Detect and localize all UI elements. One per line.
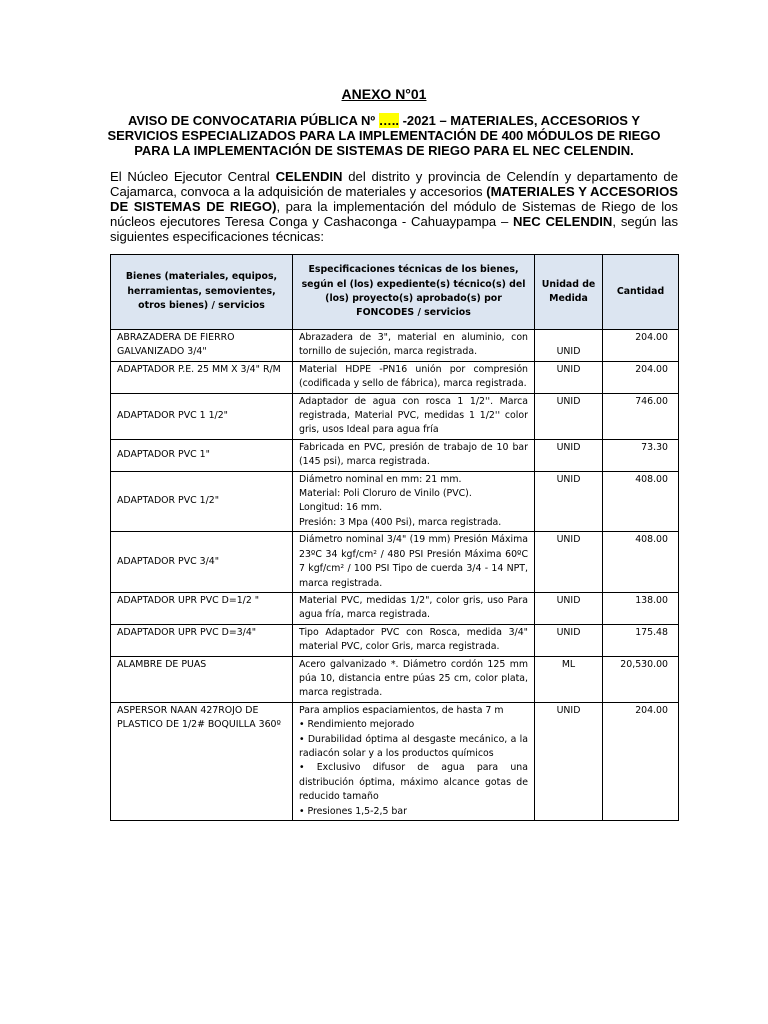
item-name-cell: ABRAZADERA DE FIERRO GALVANIZADO 3/4"	[111, 330, 293, 362]
specification-cell	[293, 702, 535, 820]
header-unit: Unidad de Medida	[535, 255, 603, 330]
header-quantity: Cantidad	[603, 255, 679, 330]
quantity-cell: 204.00	[603, 702, 679, 820]
specification-line: Diámetro nominal en mm: 21 mm.	[299, 473, 462, 485]
quantity-cell: 175.48	[603, 624, 679, 656]
specification-line: Fabricada en PVC, presión de trabajo de 10 bar (145 psi), marca registrada.	[299, 441, 528, 468]
intro-paragraph: El Núcleo Ejecutor Central CELENDIN del distrito y provincia de Celendín y departamento de Cajamarca, convoca a la adquisición de materiales y accesorios (MATERIALES Y ACCESORIOS DE SISTEMAS DE RIEGO), para la implementación del módulo de Sistemas de Riego de los núcleos ejecutores Teresa Conga y Cashaconga - Cahuaypampa – NEC CELENDIN, según las siguientes especificaciones técnicas:	[110, 169, 679, 244]
specification-line: Material: Poli Cloruro de Vinilo (PVC).	[299, 488, 472, 500]
unit-cell: UNID	[535, 330, 603, 362]
unit-cell: UNID	[535, 471, 603, 532]
table-row	[111, 656, 679, 702]
specification-line: Abrazadera de 3", material en aluminio, con tornillo de sujeción, marca registrada.	[299, 332, 528, 358]
unit-cell: UNID	[535, 532, 603, 593]
specification-line: Presión: 3 Mpa (400 Psi), marca registrada.	[299, 516, 502, 528]
item-name-cell: ADAPTADOR PVC 1/2"	[111, 471, 293, 532]
unit-cell: UNID	[535, 592, 603, 624]
specification-line: • Rendimiento mejorado	[299, 719, 415, 731]
table-row	[111, 592, 679, 624]
specification-line: Adaptador de agua con rosca 1 1/2''. Marca registrada, Material PVC, medidas 1 1/2'' color gris, usos Ideal para agua fría	[299, 395, 528, 436]
specification-line: Acero galvanizado *. Diámetro cordón 125 mm púa 10, distancia entre púas 25 cm, color plata, marca registrada.	[299, 658, 528, 699]
item-name-cell: ADAPTADOR P.E. 25 MM X 3/4" R/M	[111, 361, 293, 393]
item-name-cell: ADAPTADOR PVC 3/4"	[111, 532, 293, 593]
quantity-cell: 73.30	[603, 439, 679, 471]
table-row	[111, 702, 679, 820]
unit-cell: UNID	[535, 702, 603, 820]
header-specifications: Especificaciones técnicas de los bienes, según el (los) expediente(s) técnico(s) del (los) proyecto(s) aprobado(s) por FONCODES / servicios	[293, 255, 535, 330]
item-name-cell: ADAPTADOR UPR PVC D=3/4"	[111, 624, 293, 656]
annex-title: ANEXO N°01	[341, 86, 427, 102]
table-row	[111, 471, 679, 532]
specification-cell	[293, 592, 535, 624]
quantity-cell: 408.00	[603, 532, 679, 593]
table-row	[111, 330, 679, 362]
table-row	[111, 624, 679, 656]
table-row	[111, 532, 679, 593]
quantity-cell: 204.00	[603, 361, 679, 393]
quantity-cell: 746.00	[603, 393, 679, 439]
specification-cell	[293, 656, 535, 702]
specification-line: Longitud: 16 mm.	[299, 502, 383, 514]
notice-heading: AVISO DE CONVOCATARIA PÚBLICA Nº ….. -2021 – MATERIALES, ACCESORIOS Y SERVICIOS ESPECIALIZADOS PARA LA IMPLEMENTACIÓN DE 400 MÓDULOS DE RIEGO PARA LA IMPLEMENTACIÓN DE SISTEMAS DE RIEGO PARA EL NEC CELENDIN.	[107, 113, 661, 158]
specification-cell	[293, 624, 535, 656]
unit-cell: ML	[535, 656, 603, 702]
item-name-cell: ADAPTADOR UPR PVC D=1/2 "	[111, 592, 293, 624]
specification-cell	[293, 393, 535, 439]
specification-line: • Durabilidad óptima al desgaste mecánico, a la radiacón solar y a los productos químicos	[299, 733, 528, 759]
header-goods: Bienes (materiales, equipos, herramientas, semovientes, otros bienes) / servicios	[111, 255, 293, 330]
table-row	[111, 361, 679, 393]
item-name-cell: ADAPTADOR PVC 1 1/2"	[111, 393, 293, 439]
table-header-row	[111, 255, 679, 330]
highlighted-number: …..	[378, 113, 399, 128]
quantity-cell: 20,530.00	[603, 656, 679, 702]
table-row	[111, 393, 679, 439]
unit-cell: UNID	[535, 439, 603, 471]
specification-cell	[293, 330, 535, 362]
item-name-cell: ALAMBRE DE PUAS	[111, 656, 293, 702]
item-name-cell: ADAPTADOR PVC 1"	[111, 439, 293, 471]
unit-cell: UNID	[535, 624, 603, 656]
specification-cell	[293, 532, 535, 593]
unit-cell: UNID	[535, 393, 603, 439]
specification-line: • Presiones 1,5-2,5 bar	[299, 805, 407, 817]
specification-cell	[293, 471, 535, 532]
specification-line: Para amplios espaciamientos, de hasta 7 m	[299, 704, 504, 716]
table-row	[111, 439, 679, 471]
specification-line: Material HDPE -PN16 unión por compresión (codificada y sello de fábrica), marca registrada.	[299, 363, 528, 390]
specification-cell	[293, 439, 535, 471]
quantity-cell: 204.00	[603, 330, 679, 362]
quantity-cell: 138.00	[603, 592, 679, 624]
specification-line: Diámetro nominal 3/4" (19 mm) Presión Máxima 23ºC 34 kgf/cm² / 480 PSI Presión Máxima 60ºC 7 kgf/cm² / 100 PSI Tipo de cuerda 3/4 - 14 NPT, marca registrada.	[299, 534, 528, 589]
item-name-cell: ASPERSOR NAAN 427ROJO DE PLASTICO DE 1/2# BOQUILLA 360º	[111, 702, 293, 820]
quantity-cell: 408.00	[603, 471, 679, 532]
unit-cell: UNID	[535, 361, 603, 393]
specification-cell	[293, 361, 535, 393]
specification-line: Material PVC, medidas 1/2", color gris, uso Para agua fría, marca registrada.	[299, 594, 528, 621]
specification-line: Tipo Adaptador PVC con Rosca, medida 3/4" material PVC, color Gris, marca registrada.	[299, 626, 528, 653]
specifications-table	[110, 254, 679, 821]
specification-line: • Exclusivo difusor de agua para una distribución óptima, máximo alcance gotas de reducido tamaño	[299, 762, 528, 803]
